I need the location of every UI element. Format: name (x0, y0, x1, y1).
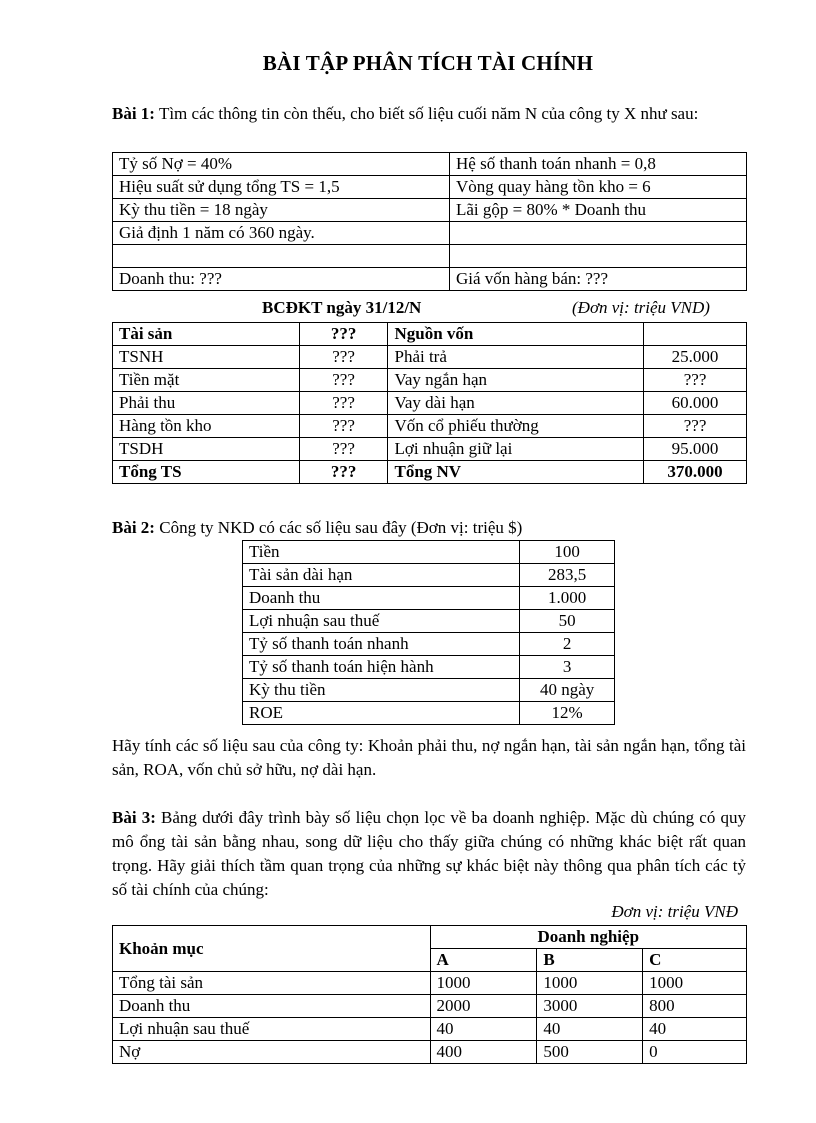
info-cell-right (450, 245, 747, 268)
bai2-value: 2 (520, 633, 615, 656)
info-cell-right: Hệ số thanh toán nhanh = 0,8 (450, 153, 747, 176)
bai3-value-c: 1000 (643, 972, 747, 995)
bs-source-label: Vay dài hạn (388, 392, 644, 415)
bai1-info-table (112, 152, 747, 291)
bai3-value-b: 3000 (537, 995, 643, 1018)
bai3-table (112, 925, 747, 1064)
bai2-row (243, 587, 615, 610)
bs-asset-label: TSDH (113, 438, 300, 461)
bs-source-value: 370.000 (644, 461, 747, 484)
bai2-item: Doanh thu (243, 587, 520, 610)
bs-asset-value: ??? (299, 346, 388, 369)
bai2-row (243, 610, 615, 633)
bai3-value-a: 400 (430, 1041, 537, 1064)
bai3-value-c: 0 (643, 1041, 747, 1064)
bai2-row (243, 633, 615, 656)
bai3-value-b: 40 (537, 1018, 643, 1041)
bai3-row (113, 1018, 747, 1041)
info-row (113, 222, 747, 245)
bai3-col-a: A (430, 949, 537, 972)
info-cell-left: Doanh thu: ??? (113, 268, 450, 291)
bai3-value-a: 2000 (430, 995, 537, 1018)
info-cell-right: Lãi gộp = 80% * Doanh thu (450, 199, 747, 222)
bai2-item: Kỳ thu tiền (243, 679, 520, 702)
bs-row (113, 392, 747, 415)
bs-asset-value: ??? (299, 392, 388, 415)
info-cell-left (113, 245, 450, 268)
bai2-item: Tiền (243, 541, 520, 564)
bai2-item: Tỷ số thanh toán nhanh (243, 633, 520, 656)
bs-header-row (113, 323, 747, 346)
info-cell-right: Giá vốn hàng bán: ??? (450, 268, 747, 291)
bai2-label: Bài 2: (112, 518, 155, 537)
bai3-value-a: 40 (430, 1018, 537, 1041)
bai3-row (113, 1041, 747, 1064)
bai3-col-group: Doanh nghiệp (430, 926, 747, 949)
bai1-bs-unit: (Đơn vị: triệu VND) (572, 298, 710, 317)
bs-source-value: ??? (644, 369, 747, 392)
bai2-item: Tài sản dài hạn (243, 564, 520, 587)
bai1-label: Bài 1: (112, 104, 155, 123)
bai3-item: Tổng tài sản (113, 972, 431, 995)
bs-asset-label: Tài sản (113, 323, 300, 346)
bs-source-value (644, 323, 747, 346)
bs-asset-label: Hàng tồn kho (113, 415, 300, 438)
bai3-col-c: C (643, 949, 747, 972)
bs-row (113, 438, 747, 461)
bai2-row (243, 679, 615, 702)
info-row (113, 153, 747, 176)
bai3-row (113, 972, 747, 995)
info-cell-left: Hiệu suất sử dụng tổng TS = 1,5 (113, 176, 450, 199)
bs-asset-value: ??? (299, 461, 388, 484)
bai2-row (243, 702, 615, 725)
bs-source-value: ??? (644, 415, 747, 438)
info-row (113, 199, 747, 222)
bai3-col-item: Khoản mục (113, 926, 431, 972)
bai2-value: 50 (520, 610, 615, 633)
bai2-value: 3 (520, 656, 615, 679)
bs-source-label: Vay ngắn hạn (388, 369, 644, 392)
info-cell-right (450, 222, 747, 245)
bai2-row (243, 564, 615, 587)
bs-source-value: 95.000 (644, 438, 747, 461)
bs-asset-label: Tiền mặt (113, 369, 300, 392)
bai2-value: 12% (520, 702, 615, 725)
bs-asset-label: Phải thu (113, 392, 300, 415)
bs-source-label: Tổng NV (388, 461, 644, 484)
bai1-text: Tìm các thông tin còn thếu, cho biết số liệu cuối năm N của công ty X như sau: (158, 104, 699, 123)
bs-row (113, 346, 747, 369)
bs-total-row (113, 461, 747, 484)
bai2-intro (112, 516, 746, 540)
bai2-value: 1.000 (520, 587, 615, 610)
bai3-value-b: 500 (537, 1041, 643, 1064)
bai2-table (242, 540, 615, 725)
bs-row (113, 415, 747, 438)
bai1-balance-sheet (112, 322, 747, 484)
bai3-value-a: 1000 (430, 972, 537, 995)
bai1-intro (112, 102, 746, 126)
info-cell-left: Kỳ thu tiền = 18 ngày (113, 199, 450, 222)
bai1-bs-title: BCĐKT ngày 31/12/N (262, 298, 422, 317)
bai3-value-c: 800 (643, 995, 747, 1018)
bai2-question: Hãy tính các số liệu sau của công ty: Khoản phải thu, nợ ngắn hạn, tài sản ngắn hạn, tổng tài sản, ROA, vốn chủ sở hữu, nợ dài hạn. (112, 736, 746, 779)
bai2-value: 40 ngày (520, 679, 615, 702)
bai3-item: Doanh thu (113, 995, 431, 1018)
bai2-item: Lợi nhuận sau thuế (243, 610, 520, 633)
bs-source-label: Lợi nhuận giữ lại (388, 438, 644, 461)
bai3-header-row (113, 926, 747, 949)
bai3-label: Bài 3: (112, 808, 156, 827)
bai3-col-b: B (537, 949, 643, 972)
bai2-row (243, 541, 615, 564)
bs-source-value: 25.000 (644, 346, 747, 369)
bai3-item: Lợi nhuận sau thuế (113, 1018, 431, 1041)
info-cell-right: Vòng quay hàng tồn kho = 6 (450, 176, 747, 199)
info-cell-left: Giả định 1 năm có 360 ngày. (113, 222, 450, 245)
bs-row (113, 369, 747, 392)
bai2-item: ROE (243, 702, 520, 725)
bai3-intro (112, 806, 746, 902)
bai3-unit: Đơn vị: triệu VNĐ (611, 902, 738, 921)
bai2-value: 283,5 (520, 564, 615, 587)
info-row (113, 245, 747, 268)
info-row (113, 268, 747, 291)
bai3-value-c: 40 (643, 1018, 747, 1041)
bai3-value-b: 1000 (537, 972, 643, 995)
page-title: BÀI TẬP PHÂN TÍCH TÀI CHÍNH (262, 51, 594, 75)
bai2-item: Tỷ số thanh toán hiện hành (243, 656, 520, 679)
bs-asset-value: ??? (299, 369, 388, 392)
bs-source-label: Vốn cổ phiếu thường (388, 415, 644, 438)
bai2-text: Công ty NKD có các số liệu sau đây (Đơn vị: triệu $) (159, 518, 523, 537)
bs-source-label: Phải trả (388, 346, 644, 369)
bai2-value: 100 (520, 541, 615, 564)
bs-source-label: Nguồn vốn (388, 323, 644, 346)
info-row (113, 176, 747, 199)
bs-asset-value: ??? (299, 415, 388, 438)
info-cell-left: Tỷ số Nợ = 40% (113, 153, 450, 176)
bs-asset-label: Tổng TS (113, 461, 300, 484)
bai3-row (113, 995, 747, 1018)
bai2-row (243, 656, 615, 679)
bs-asset-label: TSNH (113, 346, 300, 369)
bs-source-value: 60.000 (644, 392, 747, 415)
bai3-item: Nợ (113, 1041, 431, 1064)
bs-asset-value: ??? (299, 438, 388, 461)
bs-asset-value: ??? (299, 323, 388, 346)
bai3-text: Bảng dưới đây trình bày số liệu chọn lọc về ba doanh nghiệp. Mặc dù chúng có quy mô ổng tài sản bằng nhau, song dữ liệu cho thấy giữa chúng có những khác biệt rất quan trọng. Hãy giải thích tầm quan trọng của những sự khác biệt này thông qua phân tích các tỷ số tài chính của chúng: (112, 808, 746, 899)
